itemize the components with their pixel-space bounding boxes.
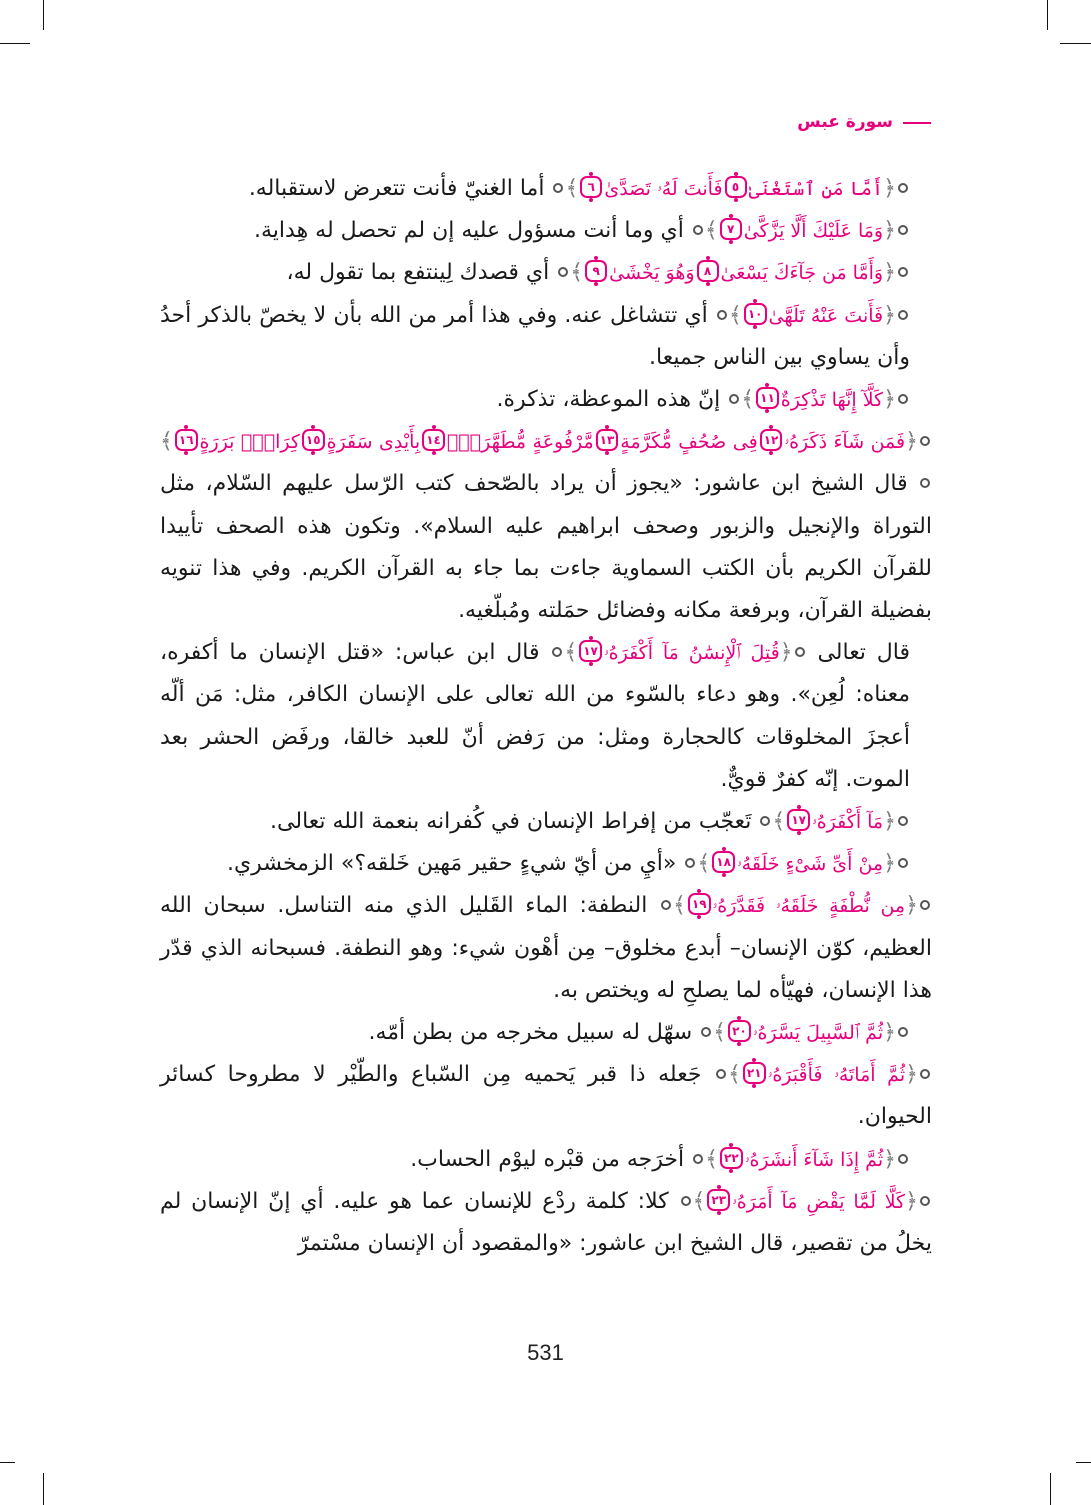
ornament-icon: [795, 647, 805, 657]
crop-mark-top-left-h: [0, 43, 30, 44]
quran-quote: [683, 851, 910, 876]
ayah-number-medallion-icon: ١٨: [712, 851, 735, 873]
commentary-text: قال ابن عباس: «قتل الإنسان ما أكفره، معناه: لُعِن». وهو دعاء بالسّوء من الله تعالى على الإنسان الكافر، مثل: مَن ألّه أعجزَ المخلوقات كالحجارة ومثل: من رَفض أنّ للعبد خالقا، ورفَض الحشر بعد الموت. إنّه كفرٌ قويٌّ.: [160, 640, 910, 792]
ayah-number-medallion-icon: ١٩: [688, 893, 711, 915]
ornate-bracket-close: ﴾: [564, 640, 578, 666]
ornate-bracket-close: ﴾: [697, 851, 711, 877]
commentary-text: أي تتشاغل عنه. وفي هذا أمر من الله بأن لا يخصّ بالذكر أحدُ وأن يساوي بين الناس جميعا.: [160, 302, 910, 370]
ayah-number-medallion-icon: ١٢: [760, 429, 783, 451]
ayah-number-medallion-icon: ٢١: [743, 1062, 766, 1084]
ornament-icon: [661, 900, 671, 910]
ornament-icon: [716, 1069, 726, 1079]
crop-mark-top-left-v: [43, 0, 44, 30]
commentary-paragraph: [160, 1181, 932, 1265]
ayah-number-medallion-icon: ١٠: [744, 303, 767, 325]
ornate-bracket-open: ﴿: [883, 218, 896, 244]
verse-text: أَمَّا مَنِ ٱسْتَغْنَىٰ: [748, 178, 884, 200]
commentary-paragraph: [160, 379, 932, 421]
commentary-text: «أيِ من أيّ شيءٍ حقير مَهين خَلقه؟» الزمخشري.: [226, 851, 677, 877]
ornate-bracket-close: ﴾: [692, 1188, 706, 1214]
page-number: 531: [527, 1340, 564, 1365]
ornate-bracket-close: ﴾: [565, 176, 579, 201]
verse-text: فِى صُحُفٍ مُّكَرَّمَةٍ: [620, 431, 758, 454]
ornate-bracket-open: ﴿: [905, 893, 918, 919]
ayah-number-medallion-icon: ١٣: [596, 429, 619, 451]
verse-text: ثُمَّ أَمَاتَهُۥ فَأَقْبَرَهُۥ: [767, 1064, 906, 1087]
paragraph-prefix: قال تعالى: [817, 640, 910, 666]
verse-text: مَّرْفُوعَةٍ مُّطَهَّرَةٍۭ: [446, 431, 594, 454]
ornament-icon: [898, 816, 908, 826]
crop-mark-bottom-right-v: [1050, 1473, 1051, 1505]
commentary-paragraph: [160, 168, 932, 210]
commentary-text: سهّل له سبيل مخرجه من بطن أمّه.: [368, 1020, 693, 1046]
ornate-bracket-close: ﴾: [705, 1146, 719, 1172]
ornament-icon: [558, 267, 568, 277]
verse-text: مِن نُّطْفَةٍ خَلَقَهُۥ فَقَدَّرَهُۥ: [712, 895, 906, 918]
ornament-icon: [760, 816, 770, 826]
quran-quote: [551, 176, 910, 201]
ornate-bracket-close: ﴾: [160, 429, 173, 455]
crop-mark-bottom-left-v: [43, 1473, 44, 1505]
ayah-number-medallion-icon: ٧: [720, 218, 742, 240]
commentary-text: أخرَجه من قبْره ليوْم الحساب.: [410, 1146, 685, 1172]
ayah-number-medallion-icon: ٨: [697, 260, 719, 282]
ornament-icon: [701, 1027, 711, 1037]
ornament-icon: [898, 225, 908, 235]
ornament-icon: [693, 225, 703, 235]
ornate-bracket-open: ﴿: [883, 1020, 896, 1046]
ayah-number-medallion-icon: ١٦: [175, 429, 198, 451]
ornament-icon: [920, 1196, 930, 1206]
commentary-body: [160, 168, 932, 1265]
surah-title: سورة عبس: [797, 112, 893, 132]
commentary-paragraph: [160, 1012, 932, 1054]
verse-text: كِرَامٍۭ بَرَرَةٍ: [199, 431, 300, 454]
commentary-paragraph: [160, 843, 932, 885]
ornament-icon: [717, 310, 727, 320]
verse-text: قُتِلَ ٱلْإِنسَٰنُ مَآ أَكْفَرَهُۥ: [603, 642, 780, 665]
commentary-text: جَعله ذا قبر يَحميه مِن السّباع والطّيْر لا مطروحا كسائر الحيوان.: [160, 1062, 932, 1130]
quran-quote: [556, 260, 910, 285]
ornate-bracket-close: ﴾: [570, 260, 584, 286]
ornate-bracket-close: ﴾: [704, 218, 718, 244]
ornament-icon: [553, 183, 563, 193]
verse-text: فَأَنتَ لَهُۥ تَصَدَّىٰ: [604, 178, 723, 200]
commentary-paragraph: [160, 632, 932, 801]
verse-text: فَأَنتَ عَنْهُ تَلَهَّىٰ: [768, 304, 884, 327]
quran-quote: [679, 1189, 933, 1214]
commentary-paragraph: [160, 252, 932, 294]
running-header: [797, 112, 931, 132]
commentary-text: أي قصدك لِينتفع بما تقول له،: [286, 260, 550, 286]
header-rule: [903, 122, 931, 124]
ornate-bracket-close: ﴾: [672, 893, 686, 919]
ayah-number-medallion-icon: ٩: [585, 260, 607, 282]
verse-text: وَأَمَّا مَن جَآءَكَ يَسْعَىٰ: [720, 262, 884, 285]
ayah-number-medallion-icon: ١٤: [422, 429, 445, 451]
ayah-number-medallion-icon: ١١: [756, 387, 779, 409]
crop-mark-bottom-left-h: [0, 1462, 15, 1463]
commentary-paragraph: [160, 1054, 932, 1138]
ornament-icon: [920, 1069, 930, 1079]
ornament-icon: [920, 478, 930, 488]
ornate-bracket-open: ﴿: [883, 387, 896, 413]
ornate-bracket-close: ﴾: [728, 302, 742, 328]
ornament-icon: [681, 1196, 691, 1206]
ornament-icon: [685, 858, 695, 868]
ornate-bracket-open: ﴿: [883, 809, 896, 835]
commentary-text: تَعجّب من إفراط الإنسان في كُفرانه بنعمة الله تعالى.: [270, 809, 752, 835]
ornate-bracket-open: ﴿: [905, 429, 918, 455]
ornament-icon: [898, 310, 908, 320]
commentary-paragraph: [160, 885, 932, 1012]
ayah-number-medallion-icon: ١٧: [787, 809, 810, 831]
ayah-number-medallion-icon: ٥: [725, 176, 747, 198]
quran-quote: [691, 1147, 910, 1172]
ornament-icon: [898, 858, 908, 868]
ornate-bracket-open: ﴿: [883, 851, 896, 877]
ornate-bracket-open: ﴿: [905, 1188, 918, 1214]
ornate-bracket-open: ﴿: [883, 302, 897, 328]
verse-text: بِأَيْدِى سَفَرَةٍ: [326, 431, 421, 454]
ornate-bracket-open: ﴿: [883, 260, 896, 286]
ayah-number-medallion-icon: ٦: [580, 176, 602, 198]
commentary-text: النطفة: الماء القَليل الذي منه التناسل. سبحان الله العظيم، كوّن الإنسان– أبدع مخلوق– مِن أهْون شيء: وهو النطفة. فسبحانه الذي قدّر هذا الإنسان، فهيّأه لما يصلحِ له ويختص به.: [160, 893, 932, 1003]
verse-text: مَآ أَكْفَرَهُۥ: [811, 811, 884, 834]
ornate-bracket-open: ﴿: [779, 640, 793, 666]
verse-text: ثُمَّ ٱلسَّبِيلَ يَسَّرَهُۥ: [752, 1022, 884, 1045]
commentary-paragraph: [160, 1139, 932, 1181]
ornament-icon: [920, 436, 930, 446]
ayah-number-medallion-icon: ١٧: [579, 640, 602, 662]
ayah-number-medallion-icon: ٢٣: [707, 1189, 730, 1211]
quran-quote: [699, 1020, 910, 1045]
commentary-paragraph: [160, 801, 932, 843]
commentary-paragraph: [160, 295, 932, 379]
ornament-icon: [898, 1027, 908, 1037]
crop-mark-top-right-h: [1060, 43, 1091, 44]
ornament-icon: [552, 647, 562, 657]
quran-quote: [691, 218, 910, 243]
ornament-icon: [898, 183, 908, 193]
ornament-icon: [920, 900, 930, 910]
ornament-icon: [898, 267, 908, 277]
quran-quote: [714, 1062, 932, 1087]
ornament-icon: [729, 394, 739, 404]
commentary-paragraph: [160, 210, 932, 252]
verse-text: فَمَن شَآءَ ذَكَرَهُۥ: [784, 431, 906, 454]
ornament-icon: [693, 1154, 703, 1164]
crop-mark-top-right-v: [1047, 0, 1048, 30]
ornate-bracket-open: ﴿: [905, 1062, 919, 1088]
commentary-text: كلا: كلمة ردْع للإنسان عما هو عليه. أي إنّ الإنسان لم يخلُ من تقصير، قال الشيخ ابن عاشور: «والمقصود أن الإنسان مسْتمرّ: [160, 1188, 932, 1257]
crop-mark-bottom-right-h: [1076, 1462, 1091, 1463]
ornate-bracket-open: ﴿: [883, 176, 896, 201]
commentary-text: إنّ هذه الموعظة، تذكرة.: [496, 387, 721, 413]
ornament-icon: [898, 394, 908, 404]
commentary-text: قال الشيخ ابن عاشور: «يجوز أن يراد بالصّحف كتب الرّسل عليهم السّلام، مثل التوراة والإنجيل والزبور وصحف ابراهيم عليه السلام». وتكون هذه الصحف تأييدا للقرآن الكريم بأن الكتب السماوية جاءت بما جاء به القرآن الكريم. وفي هذا تنويه بفضيلة القرآن، وبرفعة مكانه وفضائل حمَلته ومُبلّغيه.: [160, 471, 932, 624]
ayah-number-medallion-icon: ٢٢: [720, 1147, 743, 1169]
ayah-number-medallion-icon: ١٥: [302, 429, 325, 451]
quran-quote: [550, 640, 806, 665]
quran-quote: [715, 303, 910, 328]
verse-text: ثُمَّ إِذَا شَآءَ أَنشَرَهُۥ: [744, 1148, 884, 1171]
ornate-bracket-close: ﴾: [741, 387, 755, 413]
ornament-icon: [898, 1154, 908, 1164]
verse-text: وَمَا عَلَيْكَ أَلَّا يَزَّكَّىٰ: [743, 220, 884, 243]
verse-text: كَلَّآ إِنَّهَا تَذْكِرَةٌ: [780, 389, 884, 412]
verse-text: مِنْ أَىِّ شَىْءٍ خَلَقَهُۥ: [736, 853, 884, 876]
verse-text: كَلَّا لَمَّا يَقْضِ مَآ أَمَرَهُۥ: [732, 1190, 906, 1213]
commentary-text: أما الغنيّ فأنت تتعرض لاستقباله.: [248, 176, 545, 201]
ornate-bracket-open: ﴿: [883, 1146, 896, 1172]
ayah-number-medallion-icon: ٢٠: [728, 1020, 751, 1042]
commentary-paragraph: [160, 421, 932, 632]
quran-quote: [727, 387, 910, 412]
ornate-bracket-close: ﴾: [713, 1020, 727, 1046]
commentary-text: أي وما أنت مسؤول عليه إن لم تحصل له هِداية.: [254, 218, 684, 244]
ornate-bracket-close: ﴾: [772, 809, 786, 835]
ornate-bracket-close: ﴾: [728, 1062, 741, 1088]
verse-text: وَهُوَ يَخْشَىٰ: [609, 262, 695, 285]
quran-quote: [659, 893, 932, 918]
quran-quote: [758, 809, 910, 834]
